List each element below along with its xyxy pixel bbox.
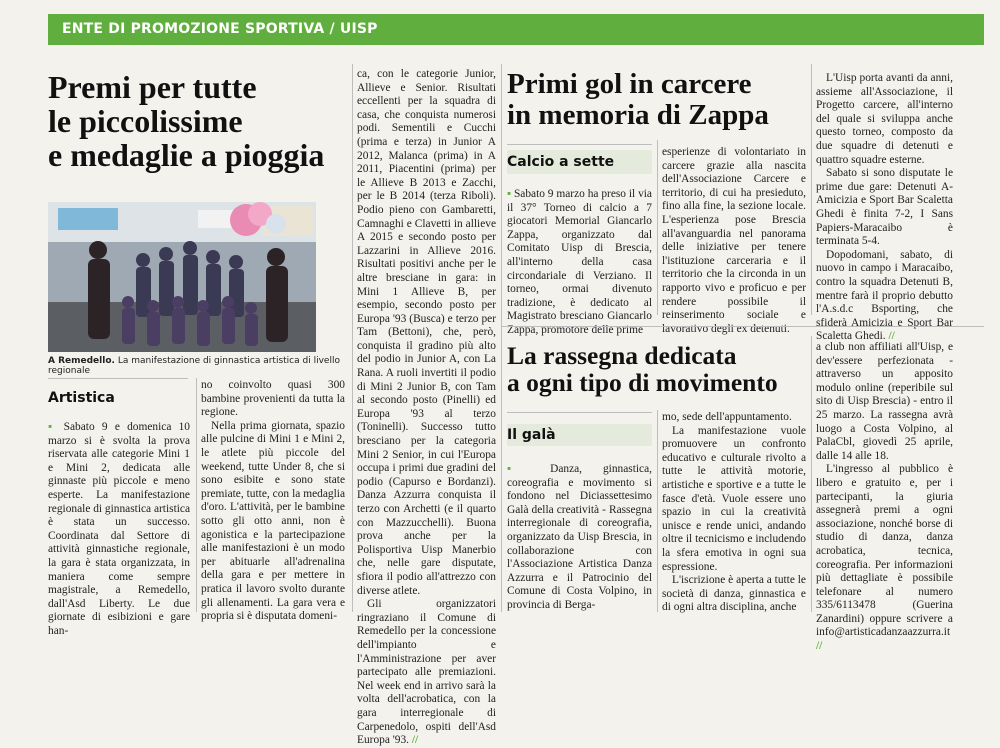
- bullet-icon: ▪: [507, 188, 514, 200]
- article-2-headline: [507, 69, 807, 130]
- article-3-column-2: [662, 411, 806, 615]
- paragraph: [48, 421, 190, 639]
- headline-line: La rassegna dedicata: [507, 341, 737, 370]
- column-divider: [657, 410, 658, 612]
- article-1-column-3: [357, 68, 496, 748]
- section-banner: ENTE DI PROMOZIONE SPORTIVA / UISP: [48, 14, 984, 45]
- paragraph: [816, 463, 953, 653]
- caption-lead: A Remedello.: [48, 356, 115, 366]
- column-divider: [657, 140, 658, 315]
- paragraph: [507, 463, 652, 613]
- paragraph: La manifestazione vuole promuovere un confronto educativo e culturale rivolto a tutte le attività motorie, artistiche e sportive e a tutte le fasce d'età. Vuole essere uno spazio in cui la creatività unisce e rende unici, andando oltre il tecnicismo e includendo la sfera emotiva in ogni sua espressione.: [662, 424, 806, 573]
- column-divider: [196, 378, 197, 612]
- paragraph: Sabato si sono disputate le prime due gare: Detenuti A-Amicizia e Sport Bar Scaletta Ghedi è finita 7-2, I Sans Papiers-Maracaibo è terminata 5-4.: [816, 167, 953, 248]
- paragraph-text: Dopodomani, sabato, di nuovo in campo i Maracaibo, contro la squadra Detenuti B, mentre farà il proprio debutto l'A.s.d.c Bsporting, che sfiderà Amicizia e Sport Bar Scaletta Ghedi.: [816, 248, 953, 343]
- section-heading: Calcio a sette: [507, 150, 652, 174]
- gymnasts-photo-image: [48, 202, 316, 352]
- caption-text: La manifestazione di ginnastica artistica di livello regionale: [48, 356, 340, 376]
- end-mark: //: [411, 734, 419, 747]
- article-3-headline: [507, 342, 807, 396]
- article-3-column-1: [507, 463, 652, 613]
- column-divider: [811, 64, 812, 315]
- paragraph: a club non affiliati all'Uisp, e dev'essere perfezionata - attraverso un apposito modulo online (reperibile sul sito di Uisp Brescia) - entro il 25 marzo. La rassegna avrà luogo a Costa Volpino, al PalaCbl, giovedì 25 aprile, dalle 14 alle 18.: [816, 341, 953, 462]
- article-1-column-2: [201, 379, 345, 624]
- headline-line: Primi gol in carcere: [507, 68, 752, 100]
- photo-caption: [48, 356, 348, 376]
- paragraph: esperienze di volontariato in carcere grazie alla nascita dell'Associazione Carcere e territorio, di cui ha presieduto, fino alla fine, la sezione locale. L'esperienza pose Brescia all'avanguardia nel panorama delle iniziative per tenere l'istituzione carceraria e il territorio che la circonda in un rapporto vivo e proficuo e per rendere possibile il reinserimento sociale e lavorativo degli ex detenuti.: [662, 146, 806, 335]
- headline-line: Premi per tutte: [48, 69, 257, 105]
- section-rule: [507, 412, 652, 413]
- paragraph-text: Danza, ginnastica, coreografia e movimento si fondono nel Diciassettesimo Galà della creatività - Rassegna interregionale di coreografia, organizzato da Uisp Brescia, in collaborazione con l'Associazione Artistica Danza Azzurra e il Patrocinio del Comune di Costa Volpino, in provincia di Berga-: [507, 463, 653, 611]
- article-divider: [502, 326, 984, 327]
- bullet-icon: ▪: [507, 463, 551, 475]
- article-2-column-2: [662, 146, 806, 336]
- headline-line: e medaglie a pioggia: [48, 136, 325, 173]
- paragraph: Nella prima giornata, spazio alle pulcine di Mini 1 e Mini 2, le atlete più piccole del weekend, tutte Under 8, che si sono esibite e sono state premiate, tutte, con la medaglia d'oro. L'attività, per le bambine sotto gli otto anni, non è agonistica e la partecipazione alle manifestazioni è un modo per abituarle all'adrenalina della gara e per mettere in pratica il lavoro svolto durante gli allenamenti. La gara vera e propria si è disputata domeni-: [201, 419, 345, 623]
- gymnasts-photo: [48, 202, 316, 352]
- section-heading: Il galà: [507, 424, 652, 446]
- section-rule: [507, 144, 652, 145]
- paragraph: [816, 249, 953, 344]
- paragraph-text: Sabato 9 marzo ha preso il via il 37° Torneo di calcio a 7 giocatori Memorial Giancarlo Zappa, organizzato dal Comitato Uisp di Brescia, all'interno della casa circondariale di Verziano. Il torneo, ormai divenuto tradizione, è dedicato al Magistrato bresciano Giancarlo Zappa, promotore delle prime: [507, 188, 652, 336]
- section-heading: Artistica: [48, 390, 115, 406]
- column-divider: [501, 64, 502, 612]
- paragraph: [507, 188, 652, 338]
- headline-line: a ogni tipo di movimento: [507, 368, 778, 398]
- section-rule: [48, 378, 188, 379]
- paragraph: ca, con le categorie Junior, Allieve e Senior. Risultati eccellenti per la squadra di casa, che conquista numerosi podi. Sementili e Cucchi (prima e terza) in Junior A 2012, Malanca (prima) in A 2011, Piacentini (prima) per le Allieve B 2013 e Zacchi, per le B 2014 (terza Riboli). Podio pieno con Gambaretti, Camnaghi e Clavetti in allieve A 2015 e secondo posto per Lazzarini in Allieve 2016. Risultati positivi anche per le altre bresciane in gara: in Mini 1 Allieve B, per esempio, secondo posto per Europa '93 (Busca) e terzo per Tam (Bettoni), che, però, conquista il gradino più alto del podio in Junior A, con La Rana. A ruoli invertiti il podio di Mini 2 Junior B, con Tam al secondo posto (Pinelli) ed Europa '93 al terzo (Toninelli). Successo tutto bresciano per la categoria Mini 2 Senior, in cui l'Europa occupa i primi due gradini del podio (Capurso e Bordanzi). Danza Azzurra conquista il terzo con Archetti (e il quarto con Mazzucchelli). Buona prova anche per la Polisportiva Uisp Manerbio che, nelle gare disputate, sfiora il podio all'attrezzo con diverse atlete.: [357, 68, 496, 597]
- bullet-icon: ▪: [48, 421, 64, 433]
- article-2-column-1: [507, 188, 652, 338]
- article-3-column-3: [816, 341, 953, 654]
- column-divider: [352, 64, 353, 612]
- headline-line: in memoria di Zappa: [507, 98, 769, 131]
- column-divider: [811, 336, 812, 612]
- paragraph: L'iscrizione è aperta a tutte le società di danza, ginnastica e di ogni altra disciplina, anche: [662, 574, 806, 614]
- paragraph-text: Gli organizzatori ringraziano il Comune di Remedello per la concessione dell'impianto e l'Amministrazione per aver partecipato alle premiazioni. Nel week end in arrivo sarà la volta dell'acrobatica, con la gara interregionale di Carpenedolo, ospiti dell'Asd Europa '93.: [357, 598, 496, 747]
- paragraph: mo, sede dell'appuntamento.: [662, 411, 792, 423]
- paragraph: no coinvolto quasi 300 bambine provenienti da tutta la regione.: [201, 379, 345, 419]
- paragraph-text: Sabato 9 e domenica 10 marzo si è svolta la prova riservata alle categorie Mini 1 e Mini 2, dedicata alle ginnaste più piccole e meno esperte. La manifestazione regionale di ginnastica artistica è stata un successo. Coordinata dal Settore di attività ginnastiche regionale, la gara è stata organizzata, in maniera come sempre magistrale, a Remedello, dall'Asd Liberty. Le due giornate di esibizioni e gare han-: [48, 421, 191, 637]
- article-2-column-3: [816, 72, 953, 344]
- end-mark: //: [816, 640, 823, 653]
- end-mark: //: [888, 330, 895, 343]
- article-1-headline: [48, 71, 348, 173]
- paragraph: [357, 598, 496, 748]
- headline-line: le piccolissime: [48, 102, 243, 139]
- paragraph: L'Uisp porta avanti da anni, assieme all'Associazione, il Progetto carcere, all'interno del quale si sviluppa anche questo torneo, composto da due squadre di detenuti e quattro squadre esterne.: [816, 72, 953, 166]
- paragraph-text: L'ingresso al pubblico è libero e gratuito e, per i partecipanti, la giuria assegnerà premi a ogni associazione, nonché borse di studio di danza, danza acrobatica, tecnica, coreografia. Per informazioni più dettagliate è possibile telefonare al numero 335/6113478 (Guerina Zanardini) oppure scrivere a info@artisticadanzaazzurra.it: [816, 463, 953, 639]
- article-1-column-1: [48, 421, 190, 639]
